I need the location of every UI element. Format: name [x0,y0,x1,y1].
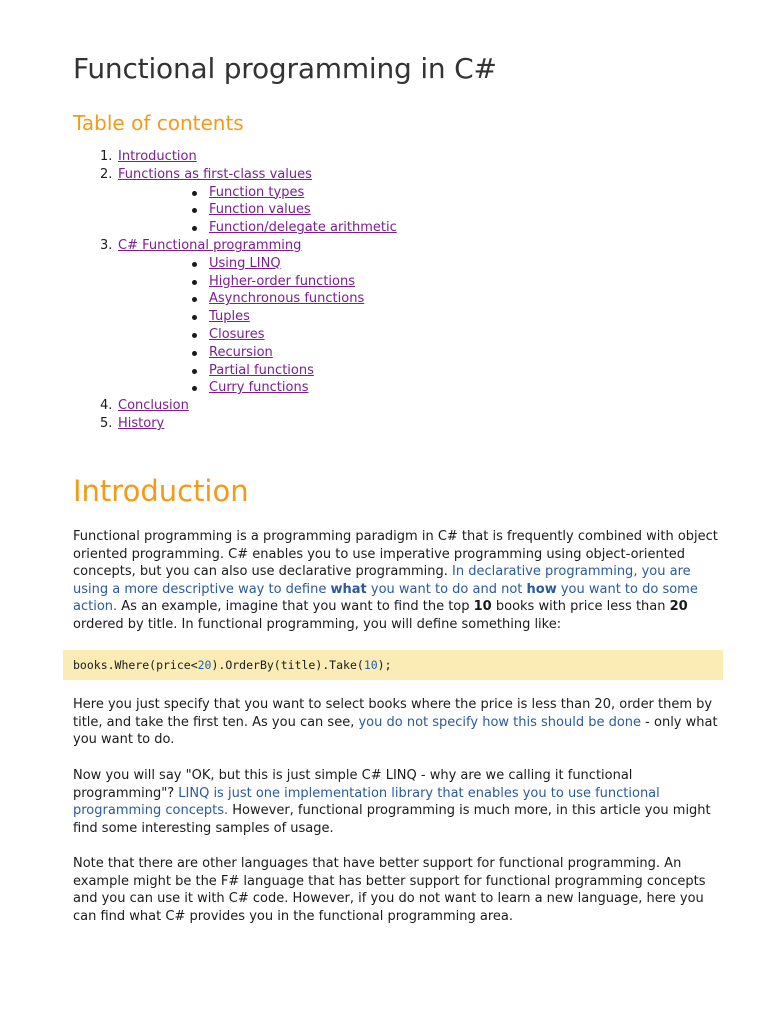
emphasis-number: 20 [669,599,688,615]
toc-link-function-types[interactable]: Function types [209,184,305,200]
toc-item [73,237,397,397]
toc-subitem [118,273,397,291]
toc-item-number: 4. [100,398,113,414]
toc-link-asynchronous-functions[interactable]: Asynchronous functions [209,291,365,307]
toc-heading: Table of contents [73,111,244,135]
highlighted-text: LINQ is just one implementation library that enables you to use functional programming concepts. [73,785,660,819]
toc-link-tuples[interactable]: Tuples [209,309,250,325]
text-run: However, functional programming is much more, in this article you might find some interesting samples of usage. [73,803,711,836]
text-run: Now you will say "OK, but this is just simple C# LINQ - why are we calling it functional programming"? [73,768,633,801]
emphasis-number: 10 [473,599,492,615]
emphasis-how: how [526,581,557,597]
highlighted-text: you do not specify how this should be done [358,714,642,730]
toc-subitem [118,326,397,344]
toc-link-csharp-functional[interactable]: C# Functional programming [118,237,302,253]
code-snippet [63,650,723,680]
highlighted-text: you want to do and not [366,581,527,597]
toc-subitem [118,255,397,273]
code-text: ); [377,658,392,672]
highlighted-text: In declarative programming, you are using a more descriptive way to define [73,564,691,597]
text-run: books with price less than [491,599,670,615]
toc-link-history[interactable]: History [118,415,165,431]
toc-link-using-linq[interactable]: Using LINQ [209,255,281,271]
text-run: Functional programming is a programming paradigm in C# that is frequently combined with object oriented programming. C# enables you to use imperative programming using object-oriented concepts, but you can also use declarative programming. [73,529,718,580]
toc-item-number: 1. [100,149,113,164]
toc-item [73,166,397,237]
intro-paragraph-3 [73,767,723,837]
toc-item [73,397,397,415]
toc-link-functions-first-class[interactable]: Functions as first-class values [118,166,312,182]
toc-item-number: 2. [100,166,113,182]
page-title: Functional programming in C# [73,52,497,85]
code-text: books.Where(price< [73,658,198,672]
toc-item [73,415,397,433]
text-run: ordered by title. In functional programming, you will define something like: [73,616,562,632]
toc-subitem [118,308,397,326]
code-number-literal: 10 [363,658,378,672]
toc-link-partial-functions[interactable]: Partial functions [209,362,314,378]
text-run: - only what you want to do. [73,714,718,748]
toc-subitem [118,184,397,202]
toc-link-recursion[interactable]: Recursion [209,344,273,360]
code-number-literal: 20 [197,658,212,672]
text-run: As an example, imagine that you want to find the top [117,599,474,615]
toc-subitem [118,379,397,397]
toc-item-number: 5. [100,415,113,431]
toc-link-higher-order-functions[interactable]: Higher-order functions [209,273,355,289]
toc-link-function-values[interactable]: Function values [209,202,311,218]
toc-sublist [118,255,397,397]
toc-link-introduction[interactable]: Introduction [118,149,197,164]
table-of-contents [73,148,397,433]
toc-link-conclusion[interactable]: Conclusion [118,398,189,414]
intro-paragraph-2 [73,696,723,749]
toc-sublist [118,184,397,237]
toc-item [73,148,397,166]
toc-subitem [118,219,397,237]
intro-paragraph-1 [73,528,723,634]
code-text: ).OrderBy(title).Take( [211,658,364,672]
toc-item-number: 3. [100,237,113,253]
intro-paragraph-4: Note that there are other languages that have better support for functional programming. An example might be the F# language that has better support for functional programming concepts and you can use it with C# code. However, if you do not want to learn a new language, here you can find what C# provides you in the functional programming area. [73,856,706,924]
toc-link-delegate-arithmetic[interactable]: Function/delegate arithmetic [209,220,397,236]
toc-link-closures[interactable]: Closures [209,326,265,342]
section-heading-introduction: Introduction [73,474,249,508]
toc-subitem [118,344,397,362]
emphasis-what: what [330,581,367,597]
text-run: Here you just specify that you want to select books where the price is less than 20, order them by title, and take the first ten. As you can see, [73,697,713,730]
toc-subitem [118,362,397,380]
highlighted-text: you want to do some action. [73,581,698,615]
toc-subitem [118,290,397,308]
toc-link-curry-functions[interactable]: Curry functions [209,380,309,396]
toc-subitem [118,201,397,219]
